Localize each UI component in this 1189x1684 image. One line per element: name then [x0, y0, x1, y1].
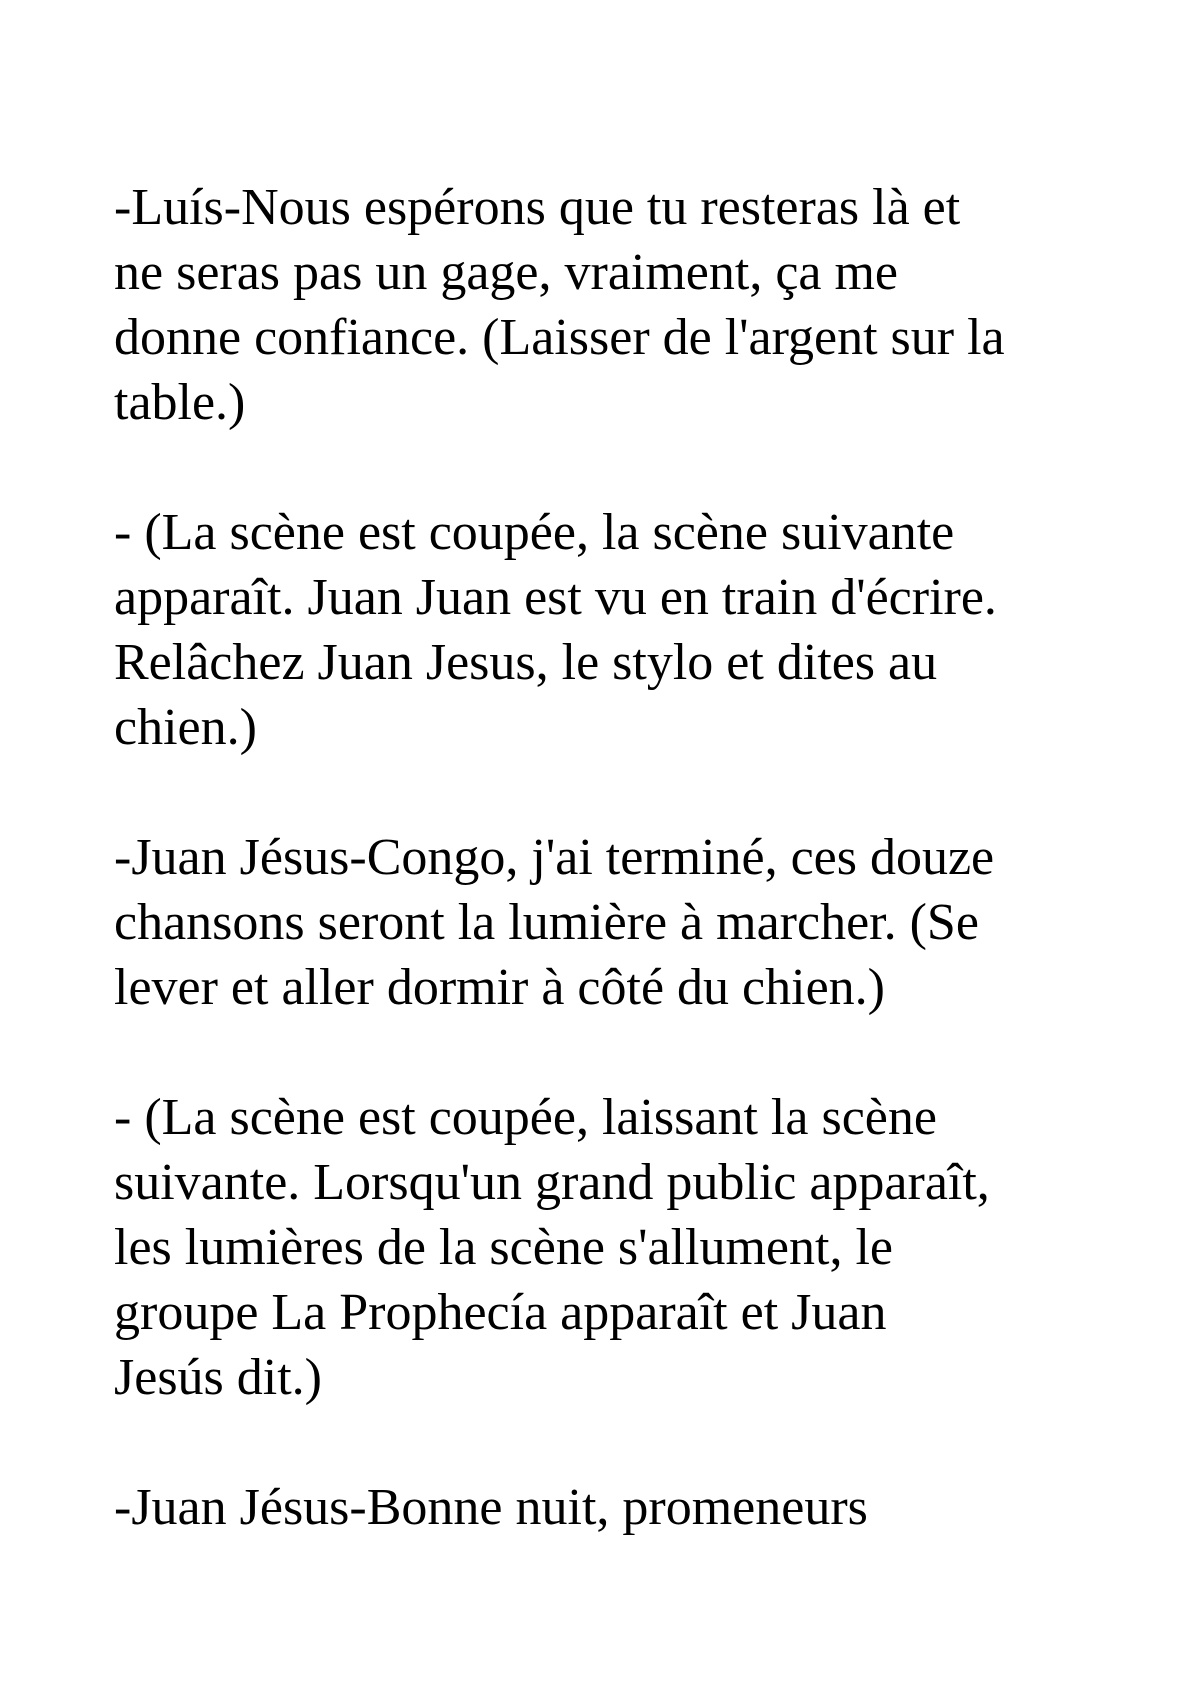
text-line: lever et aller dormir à côté du chien.) — [114, 959, 885, 1016]
text-line: - (La scène est coupée, laissant la scène — [114, 1089, 937, 1146]
document-body — [114, 175, 1094, 1540]
text-line: ne seras pas un gage, vraiment, ça me — [114, 244, 899, 301]
paragraph-juan-jesus-bonne-nuit — [114, 1475, 1094, 1540]
text-line: -Luís-Nous espérons que tu resteras là et — [114, 179, 961, 236]
text-line: -Juan Jésus-Bonne nuit, promeneurs — [114, 1479, 868, 1536]
paragraph-juan-jesus-congo — [114, 825, 1094, 1020]
text-line: Jesús dit.) — [114, 1349, 322, 1406]
paragraph-luis-line — [114, 175, 1094, 435]
text-line: chansons seront la lumière à marcher. (Se — [114, 894, 979, 951]
text-line: Relâchez Juan Jesus, le stylo et dites au — [114, 634, 938, 691]
text-line: -Juan Jésus-Congo, j'ai terminé, ces douze — [114, 829, 995, 886]
text-line: apparaît. Juan Juan est vu en train d'écrire. — [114, 569, 997, 626]
text-line: donne confiance. (Laisser de l'argent sur la — [114, 309, 1005, 366]
paragraph-stage-direction-2 — [114, 1085, 1094, 1410]
paragraph-stage-direction-1 — [114, 500, 1094, 760]
text-line: les lumières de la scène s'allument, le — [114, 1219, 893, 1276]
text-line: suivante. Lorsqu'un grand public apparaît, — [114, 1154, 990, 1211]
text-line: chien.) — [114, 699, 257, 756]
text-line: - (La scène est coupée, la scène suivante — [114, 504, 955, 561]
text-line: groupe La Prophecía apparaît et Juan — [114, 1284, 887, 1341]
text-line: table.) — [114, 374, 246, 431]
